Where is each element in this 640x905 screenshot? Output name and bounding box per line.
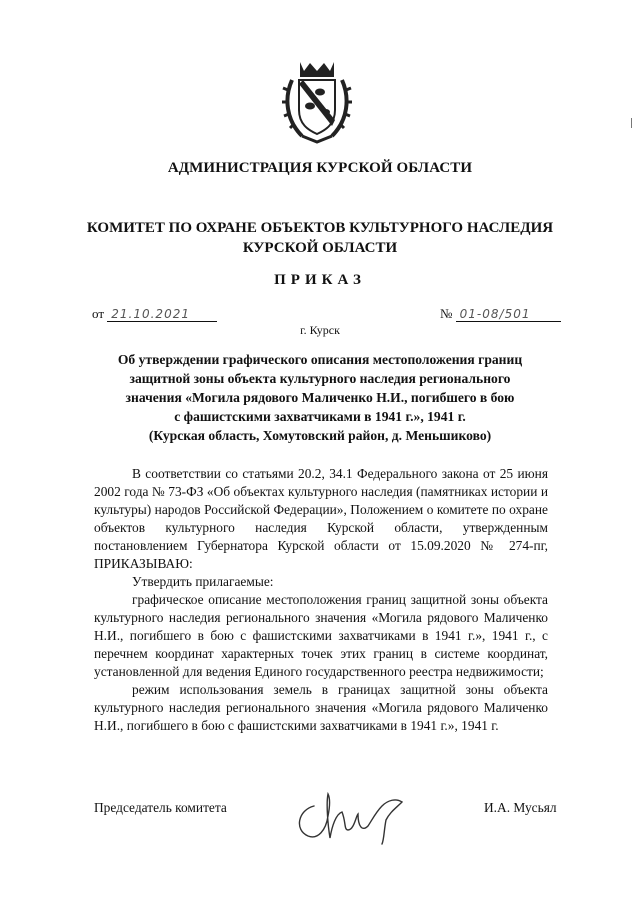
body-paragraph: графическое описание местоположения границ защитной зоны объекта культурного наследия регионального значения «Могила рядового Маличенко Н.И., погибшего в бою с фашистскими захватчиками в 1941 г.», 1941 г., с перечнем координат характерных точек этих границ в системе координат, установленной для ведения Единого государственного реестра недвижимости; — [94, 592, 548, 679]
body-paragraph: режим использования земель в границах защитной зоны объекта культурного наследия регионального значения «Могила рядового Маличенко Н.И., погибшего в бою с фашистскими захватчиками в 1941 г.», 1941 г. — [94, 682, 548, 733]
handwritten-number: 01-08/501 — [459, 307, 531, 321]
coat-of-arms-icon — [282, 58, 352, 144]
handwritten-signature — [292, 786, 412, 846]
committee-title-line2: КУРСКОЙ ОБЛАСТИ — [242, 240, 398, 256]
document-type: ПРИКАЗ — [274, 272, 366, 288]
date-prefix: от — [92, 306, 105, 321]
body-paragraph: В соответствии со статьями 20.2, 34.1 Федерального закона от 25 июня 2002 года № 73-ФЗ «Об объектах культурного наследия (памятниках истории и культуры) народов Российской Федерации», Положением о комитете по охране объектов культурного наследия Курской области, утвержденным постановлением Губернатора Курской области от 15.09.2020 № 274-пг, ПРИКАЗЫВАЮ: — [94, 466, 548, 571]
subject-line: значения «Могила рядового Маличенко Н.И., погибшего в бою — [125, 390, 515, 405]
signatory-name: И.А. Мусьял — [484, 800, 557, 815]
signatory-position: Председатель комитета — [94, 800, 227, 815]
subject-line: защитной зоны объекта культурного наследия регионального — [129, 371, 511, 386]
subject-line: с фашистскими захватчиками в 1941 г.», 1941 г. — [174, 409, 466, 424]
order-subject — [100, 350, 540, 445]
number-prefix: № — [440, 306, 453, 321]
date-field — [107, 307, 217, 322]
order-number — [440, 306, 561, 322]
order-date — [92, 306, 217, 322]
committee-title-line1: КОМИТЕТ ПО ОХРАНЕ ОБЪЕКТОВ КУЛЬТУРНОГО НАСЛЕДИЯ — [86, 220, 554, 236]
body-paragraph: Утвердить прилагаемые: — [132, 574, 274, 589]
margin-mark — [631, 118, 632, 128]
committee-title — [0, 218, 640, 258]
number-field — [456, 307, 561, 322]
organization-title: АДМИНИСТРАЦИЯ КУРСКОЙ ОБЛАСТИ — [167, 160, 473, 176]
city-name: г. Курск — [300, 323, 340, 337]
order-body — [94, 465, 548, 735]
subject-line: Об утверждении графического описания местоположения границ — [117, 352, 523, 367]
subject-line: (Курская область, Хомутовский район, д. Меньшиково) — [148, 428, 492, 443]
handwritten-date: 21.10.2021 — [111, 307, 190, 321]
